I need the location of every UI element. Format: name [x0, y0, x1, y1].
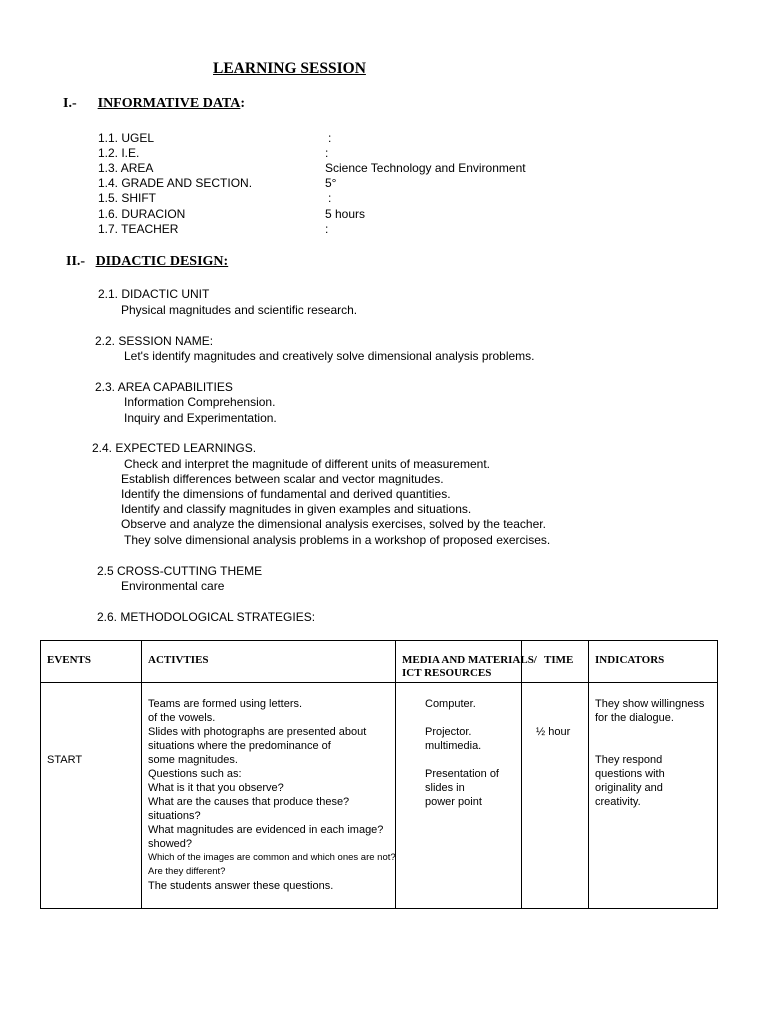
capability-item: Information Comprehension.	[124, 395, 276, 409]
media-line: Computer.	[425, 698, 476, 710]
section-1-number: I.-	[63, 96, 77, 111]
info-value-ie: :	[325, 146, 329, 160]
section-1-colon: :	[240, 96, 246, 111]
table-header-row	[41, 641, 718, 683]
header-events: EVENTS	[47, 654, 92, 666]
capabilities-label: 2.3. AREA CAPABILITIES	[95, 380, 233, 394]
info-value-duracion: 5 hours	[325, 207, 366, 221]
info-value-shift: :	[328, 191, 332, 205]
media-line: Projector.	[425, 726, 472, 738]
indicator-line: creativity.	[595, 796, 641, 808]
media-line: multimedia.	[425, 740, 482, 752]
indicator-line: They show willingness	[595, 698, 705, 710]
info-label-teacher: 1.7. TEACHER	[98, 222, 179, 236]
activity-line: Teams are formed using letters.	[148, 698, 303, 710]
event-cell	[41, 683, 142, 909]
didactic-unit-text: Physical magnitudes and scientific research.	[121, 303, 358, 317]
section-2-number: II.-	[66, 254, 86, 269]
header-indicators-cell	[589, 641, 718, 683]
header-activities: ACTIVTIES	[148, 654, 209, 666]
page-title: LEARNING SESSION	[213, 60, 366, 77]
activity-line: showed?	[148, 838, 193, 850]
learning-item: Identify and classify magnitudes in given examples and situations.	[121, 502, 472, 516]
activities-cell	[142, 683, 396, 909]
activity-line-small: Which of the images are common and which ones are not?	[148, 852, 396, 863]
indicator-line: originality and	[595, 782, 663, 794]
didactic-unit-label: 2.1. DIDACTIC UNIT	[98, 287, 210, 301]
section-2-heading	[66, 254, 228, 270]
info-label-duracion: 1.6. DURACION	[98, 207, 186, 221]
activity-line: What magnitudes are evidenced in each image?	[148, 824, 384, 836]
media-cell	[396, 683, 522, 909]
time-cell	[522, 683, 589, 909]
header-events-cell	[41, 641, 142, 683]
info-label-ugel: 1.1. UGEL	[98, 131, 155, 145]
time-value: ½ hour	[536, 726, 571, 738]
section-1-title: INFORMATIVE DATA	[97, 96, 241, 111]
header-time: TIME	[544, 654, 574, 666]
info-value-teacher: :	[325, 222, 329, 236]
info-label-area: 1.3. AREA	[98, 161, 154, 175]
info-value-grade: 5°	[325, 176, 337, 190]
indicator-line: for the dialogue.	[595, 712, 674, 724]
activity-line: some magnitudes.	[148, 754, 238, 766]
info-label-grade: 1.4. GRADE AND SECTION.	[98, 176, 253, 190]
header-media-line2: ICT RESOURCES	[402, 667, 492, 679]
header-indicators: INDICATORS	[595, 654, 665, 666]
info-value-ugel: :	[328, 131, 332, 145]
cross-cutting-text: Environmental care	[121, 579, 225, 593]
media-line: slides in	[425, 782, 465, 794]
info-label-ie: 1.2. I.E.	[98, 146, 140, 160]
header-time-cell	[522, 641, 589, 683]
session-name-text: Let's identify magnitudes and creatively solve dimensional analysis problems.	[124, 349, 535, 363]
activity-line: The students answer these questions.	[148, 880, 334, 892]
media-line: power point	[425, 796, 482, 808]
indicator-line: questions with	[595, 768, 665, 780]
indicators-cell	[589, 683, 718, 909]
learning-item: Observe and analyze the dimensional analysis exercises, solved by the teacher.	[121, 517, 546, 531]
section-2-title: DIDACTIC DESIGN:	[95, 254, 229, 269]
learning-item: Identify the dimensions of fundamental and derived quantities.	[121, 487, 451, 501]
activity-line: Slides with photographs are presented about	[148, 726, 367, 738]
learning-item: Establish differences between scalar and vector magnitudes.	[121, 472, 444, 486]
activity-line: What is it that you observe?	[148, 782, 284, 794]
learning-item: Check and interpret the magnitude of different units of measurement.	[124, 457, 490, 471]
activity-line: Questions such as:	[148, 768, 242, 780]
activity-line: situations?	[148, 810, 201, 822]
activity-line-small: Are they different?	[148, 866, 226, 877]
activity-line: situations where the predominance of	[148, 740, 331, 752]
table-row	[41, 683, 718, 909]
media-line: Presentation of	[425, 768, 499, 780]
indicator-line: They respond	[595, 754, 663, 766]
event-start: START	[47, 754, 83, 766]
capability-item: Inquiry and Experimentation.	[124, 411, 277, 425]
info-label-shift: 1.5. SHIFT	[98, 191, 157, 205]
header-media-cell	[396, 641, 537, 683]
info-value-area: Science Technology and Environment	[325, 161, 526, 175]
activity-line: of the vowels.	[148, 712, 216, 724]
strategies-table	[40, 640, 718, 909]
section-1-heading	[63, 96, 245, 112]
learning-item: They solve dimensional analysis problems in a workshop of proposed exercises.	[124, 533, 551, 547]
activity-line: What are the causes that produce these?	[148, 796, 350, 808]
session-name-label: 2.2. SESSION NAME:	[95, 334, 214, 348]
cross-cutting-label: 2.5 CROSS-CUTTING THEME	[97, 564, 263, 578]
header-activities-cell	[142, 641, 396, 683]
strategies-label: 2.6. METHODOLOGICAL STRATEGIES:	[97, 610, 316, 624]
learnings-label: 2.4. EXPECTED LEARNINGS.	[92, 441, 257, 455]
header-media-line1: MEDIA AND MATERIALS/	[402, 654, 537, 666]
